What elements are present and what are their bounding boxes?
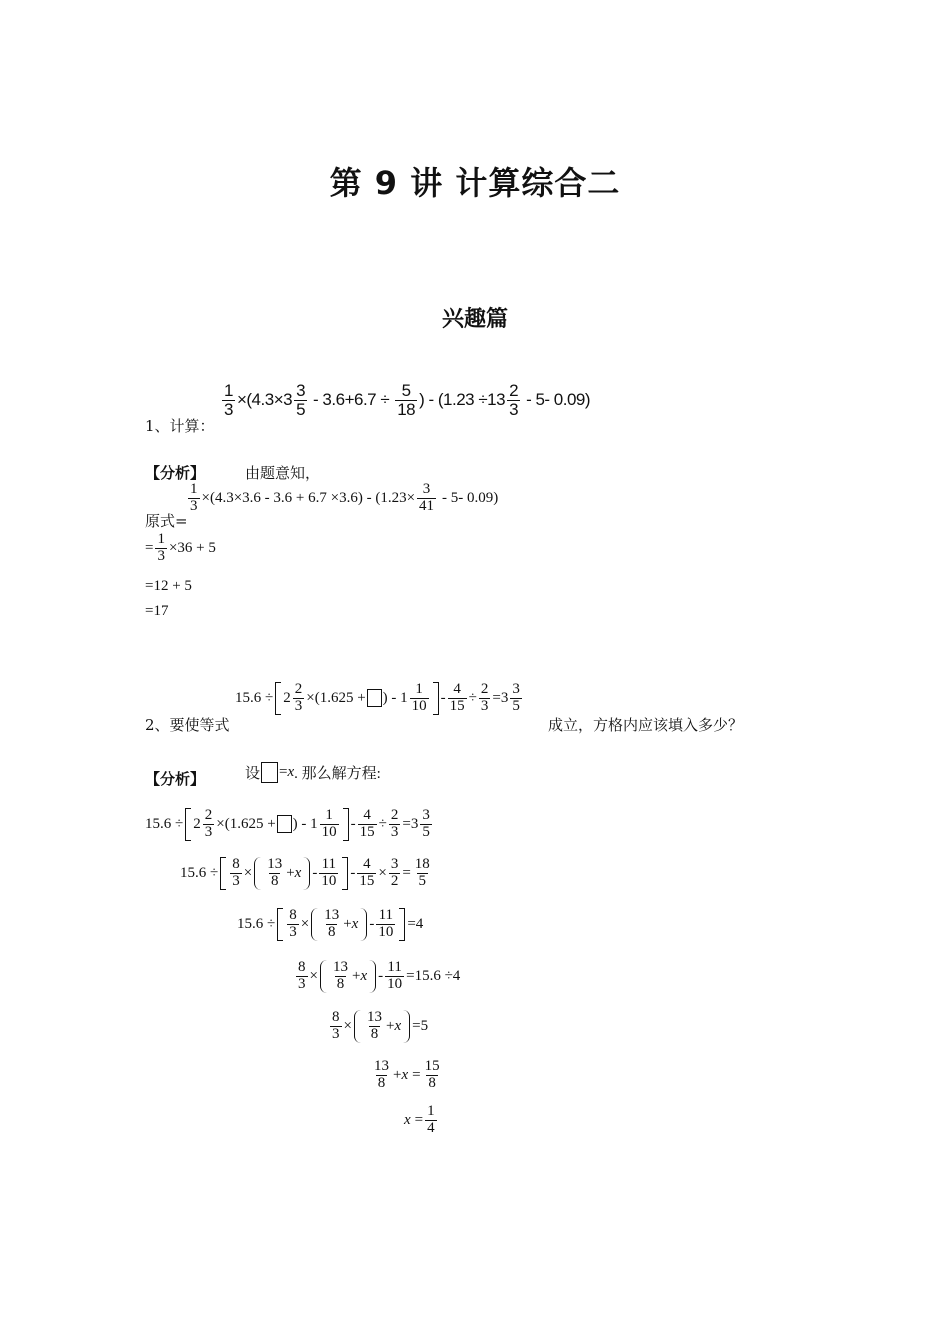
q1-yuanshi: 原式= xyxy=(145,512,188,530)
q1-analysis-intro: 由题意知， xyxy=(245,464,321,482)
q2-label: 2、要使等式 xyxy=(145,716,230,734)
q1-expression: $\frac{1}{3}$ ×(4.3×3 3 5 - 3.6+6.7 ÷ 5 18 ) - (1.23 ÷13 2 3 - 5- 0.09) xyxy=(224,381,591,419)
blank-box xyxy=(261,762,278,783)
q1-step-1: $\frac{1}{3}$ ×(4.3×3.6 - 3.6 + 6.7 ×3.6) - (1.23× $\frac{3}{41}$ - 5- 0.09) xyxy=(190,481,499,514)
q2-solution-row-4: $\frac{8}{3}$ × 13 8 + x - $\frac{11}{10}$ =15.6 ÷4 xyxy=(298,959,461,992)
q1-label: 1、计算： xyxy=(145,417,215,435)
blank-box xyxy=(367,689,382,707)
q1-analysis-label: 【分析】 xyxy=(145,464,206,482)
q2-analysis-label: 【分析】 xyxy=(145,770,206,788)
q2-solution-row-6: 13 8 + x = $\frac{15}{8}$ xyxy=(374,1058,440,1091)
q2-solution-row-2: 15.6 ÷ $\frac{8}{3}$ × 13 8 + x - 11 10 - $\frac{4}{15}$ × $\frac{3}{2}$ = $\frac{18}{5}$ xyxy=(180,856,430,889)
blank-box xyxy=(277,815,292,833)
q1-step-4: =17 xyxy=(145,603,169,619)
q1-step-2: = $\frac{1}{3}$ ×36 + 5 xyxy=(145,531,216,564)
q2-solution-row-5: $\frac{8}{3}$ × 13 8 + x =5 xyxy=(332,1009,429,1042)
q2-equation: 15.6 ÷ 2 $\frac{2}{3}$ ×(1.625 + ) - 1 1 10 - $\frac{4}{15}$ ÷ $\frac{2}{3}$ =3 3 5 xyxy=(235,681,520,714)
q2-suffix: 成立，方格内应该填入多少？ xyxy=(548,716,744,734)
q2-setup: 设 = x . 那么解方程: xyxy=(245,764,381,782)
q1-step-3: =12 + 5 xyxy=(145,578,192,594)
page-title: 第 9 讲 计算综合二 xyxy=(329,164,621,202)
section-heading: 兴趣篇 xyxy=(441,307,508,332)
q2-solution-row-1: 15.6 ÷ 2 $\frac{2}{3}$ ×(1.625 + ) - 1 1 10 - $\frac{4}{15}$ ÷ $\frac{2}{3}$ =3 3 5 xyxy=(145,807,430,840)
q2-solution-row-3: 15.6 ÷ $\frac{8}{3}$ × 13 8 + x - 11 10 =4 xyxy=(237,907,424,940)
q2-solution-row-7: x = $\frac{1}{4}$ xyxy=(404,1103,435,1136)
